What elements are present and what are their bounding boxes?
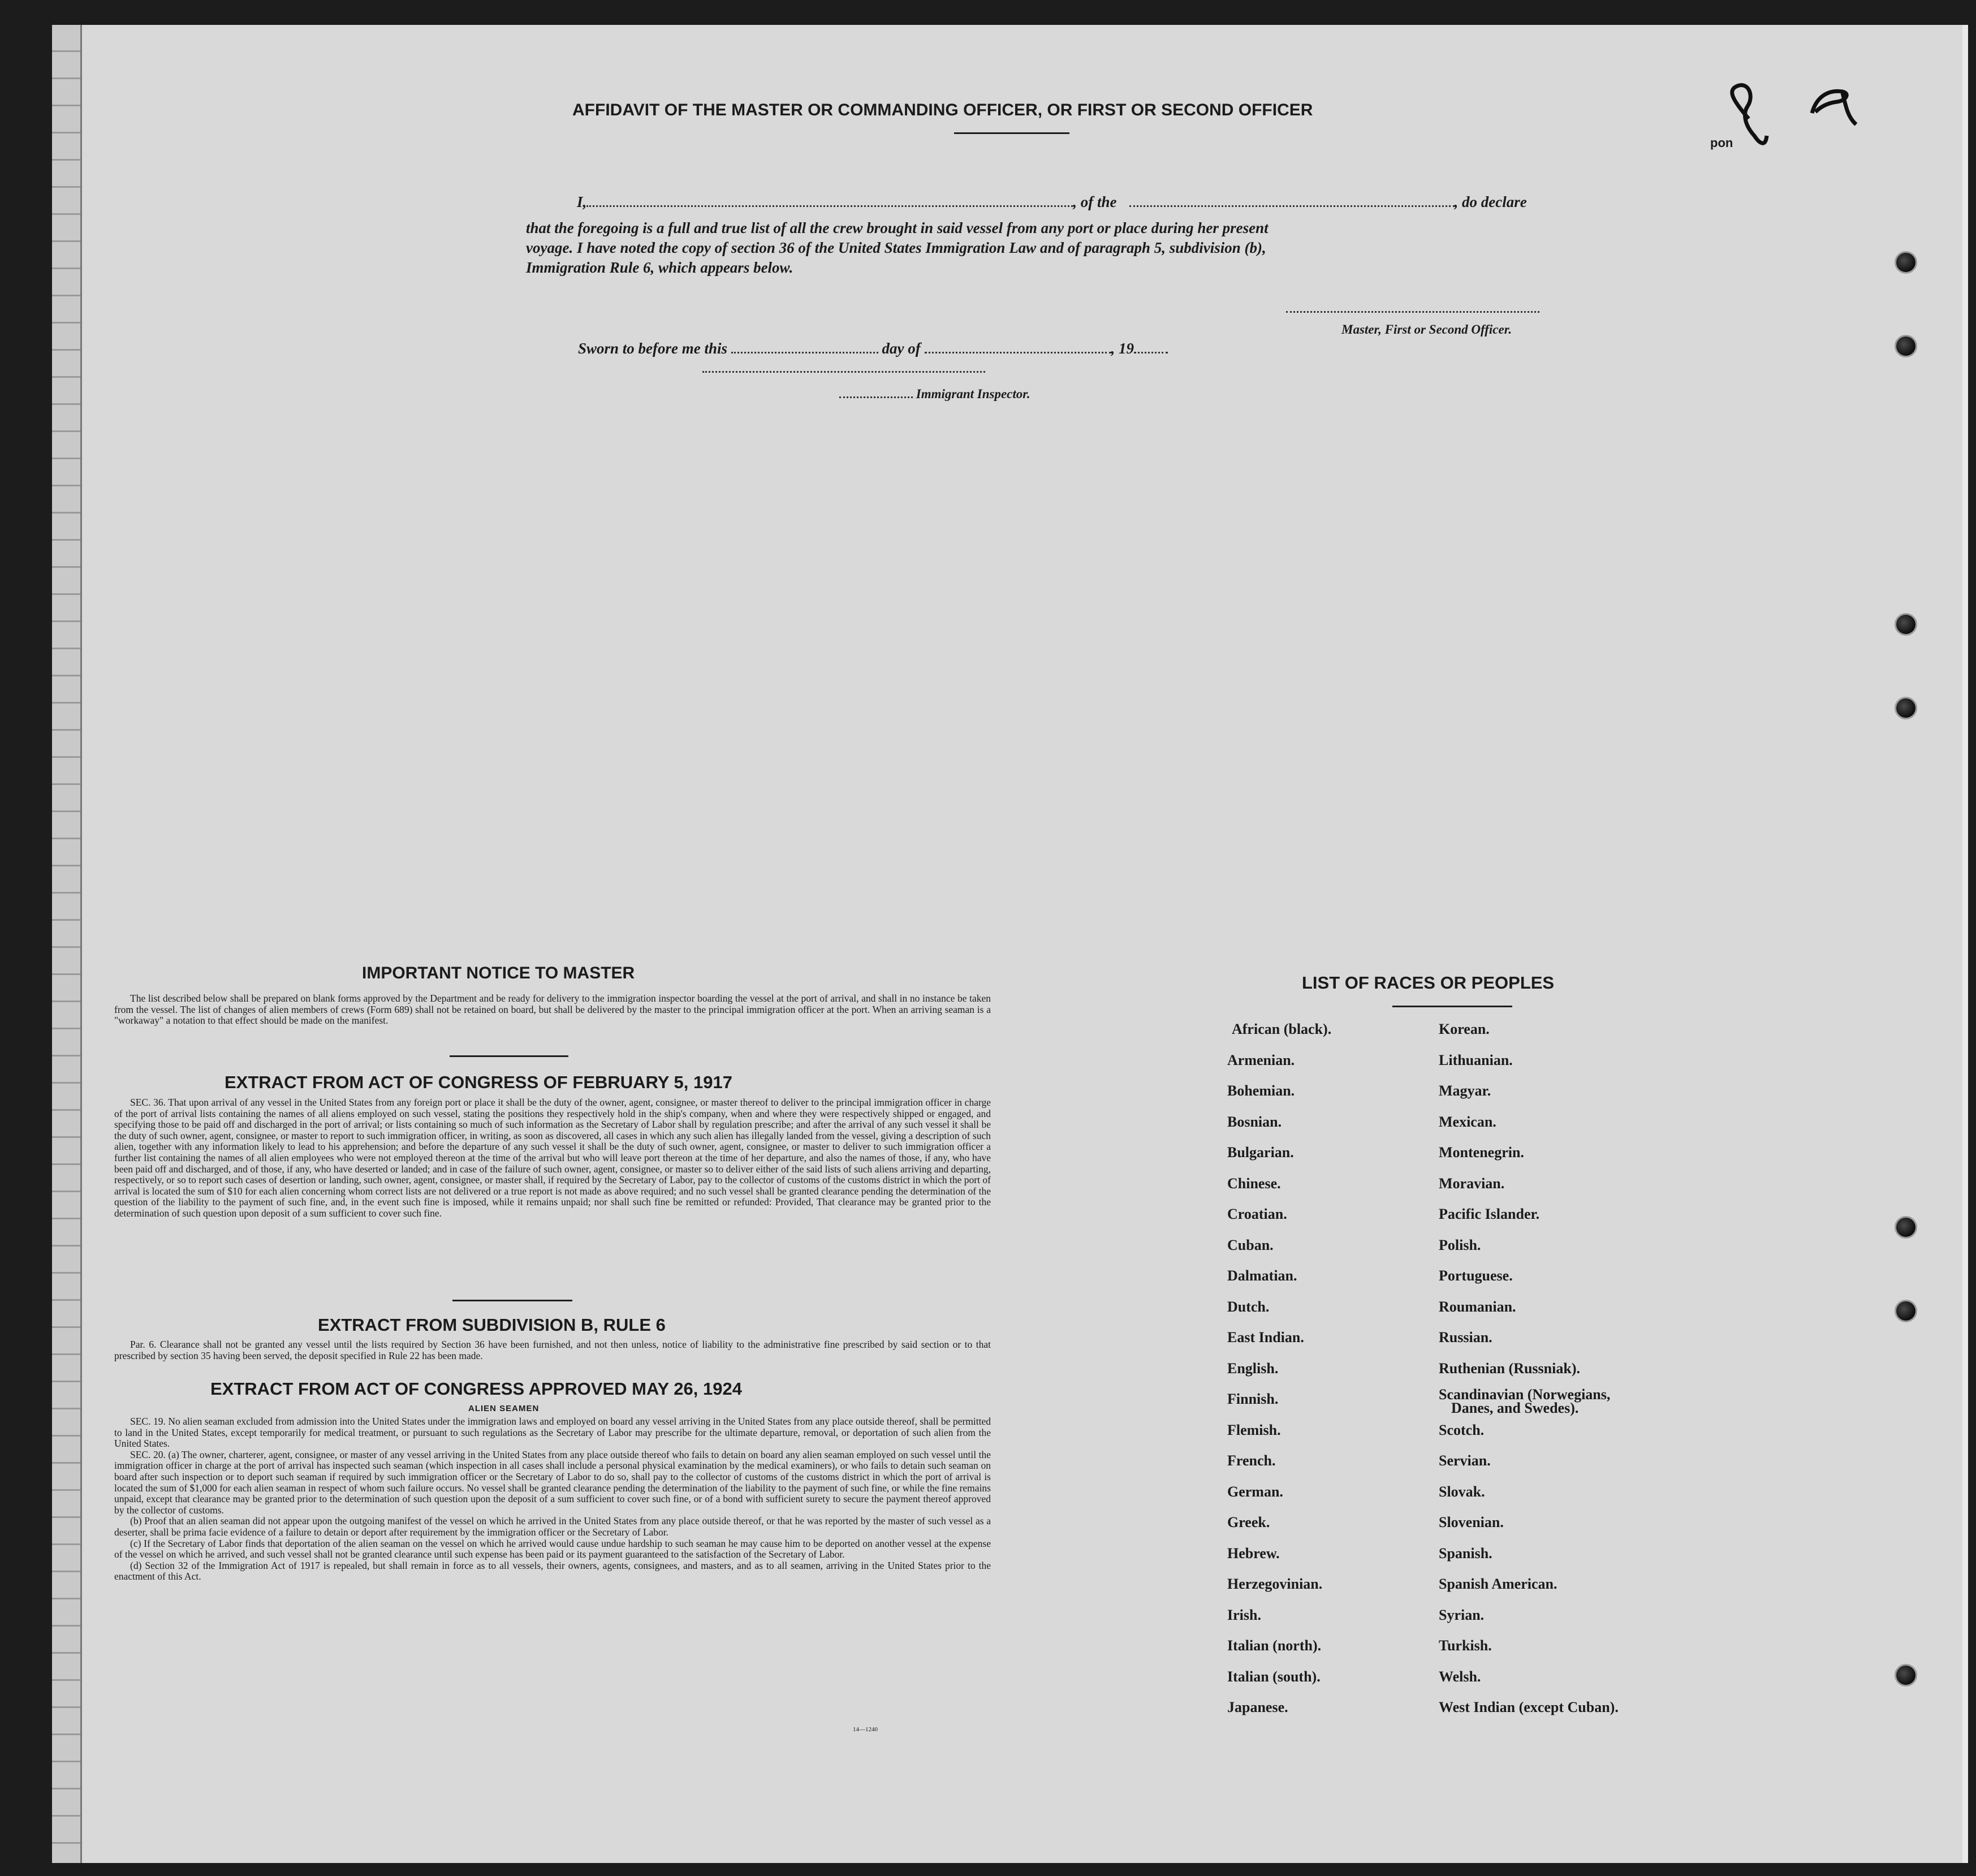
inspector-dots: [839, 396, 913, 398]
handwritten-mark: [1681, 79, 1862, 153]
affidavit-i-label: I,: [577, 193, 587, 210]
race-item: Montenegrin.: [1439, 1144, 1524, 1161]
affidavit-line-1: [577, 193, 1527, 211]
race-item: Greek.: [1227, 1514, 1270, 1530]
sworn-line: [578, 340, 1168, 357]
race-item: Lithuanian.: [1439, 1051, 1513, 1068]
race-item: Welsh.: [1439, 1668, 1481, 1685]
race-item: African (black).: [1232, 1021, 1332, 1037]
race-item: Scandinavian (Norwegians,: [1439, 1386, 1611, 1403]
notice-paragraph: The list described below shall be prepared on blank forms approved by the Department and be ready for delivery to the immigration inspector boarding the vessel at the port of arrival, and shall in no instance be taken from the vessel. The list of changes of alien members of crews (Form 689) shall not be retained on board, but shall be delivered by the master to the principal immigration officer at the port. When an arriving seaman is a "workaway" a notation to that effect should be made on the manifest.: [114, 993, 991, 1027]
race-item: Finnish.: [1227, 1391, 1279, 1407]
race-item: Turkish.: [1439, 1637, 1492, 1654]
declare-label: , do declare: [1454, 193, 1527, 210]
races-left-column: [1223, 1021, 1426, 1757]
sec-19-paragraph: SEC. 19. No alien seaman excluded from admission into the United States under the immigration laws and employed on board any vessel arriving in the United States from any place outside thereof, shall be permitted to land in the United States, except temporarily for medical treatment, or pursuant to such regulations as the Secretary of Labor may prescribe for the ultimate departure, removal, or deportation of such alien from the United States.: [114, 1416, 991, 1450]
race-item: Servian.: [1439, 1452, 1491, 1469]
punch-hole: [1895, 1216, 1917, 1239]
affidavit-line-3: voyage. I have noted the copy of section 36 of the United States Immigration Law and of paragraph 5, subdivision (b),: [526, 239, 1266, 256]
race-item: Armenian.: [1227, 1051, 1295, 1068]
race-item: Dutch.: [1227, 1298, 1270, 1315]
race-item: Magyar.: [1439, 1083, 1491, 1099]
inspector-line: [839, 387, 1030, 402]
inspector-signature-line: [702, 371, 985, 373]
race-item: Bosnian.: [1227, 1113, 1282, 1130]
extract-1917-title: EXTRACT FROM ACT OF CONGRESS OF FEBRUARY 5, 1917: [225, 1072, 732, 1092]
race-item-continuation: Danes, and Swedes).: [1451, 1400, 1579, 1416]
race-item: Flemish.: [1227, 1421, 1281, 1438]
race-item: Spanish.: [1439, 1545, 1492, 1562]
sworn-label: Sworn to before me this: [578, 340, 728, 357]
extract-1924-title: EXTRACT FROM ACT OF CONGRESS APPROVED MAY 26, 1924: [210, 1379, 742, 1399]
race-item: Dalmatian.: [1227, 1267, 1297, 1284]
of-the-label: , of the: [1073, 193, 1117, 210]
race-item: Croatian.: [1227, 1206, 1287, 1222]
race-item: German.: [1227, 1483, 1283, 1500]
day-of-label: day of: [882, 340, 921, 357]
master-caption: Master, First or Second Officer.: [1341, 322, 1512, 337]
race-item: Scotch.: [1439, 1421, 1485, 1438]
extract-rule6-title: EXTRACT FROM SUBDIVISION B, RULE 6: [318, 1315, 666, 1335]
races-title: LIST OF RACES OR PEOPLES: [1302, 973, 1555, 993]
race-item: Hebrew.: [1227, 1545, 1280, 1562]
affidavit-line-4: Immigration Rule 6, which appears below.: [526, 259, 793, 276]
punch-hole: [1895, 1300, 1917, 1322]
race-item: Bohemian.: [1227, 1083, 1295, 1099]
race-item: Bulgarian.: [1227, 1144, 1294, 1161]
race-item: Russian.: [1439, 1329, 1492, 1345]
alien-seamen-subtitle: ALIEN SEAMEN: [468, 1404, 540, 1413]
sec-20a-paragraph: SEC. 20. (a) The owner, charterer, agent, consignee, or master of any vessel arriving in the United States from any place outside thereof who fails to detain on board any alien seaman employed on such vessel until the immigration officer in charge at the port of arrival has inspected such seaman (which inspection in all cases shall include a personal physical examination by the medical examiners), or who fails to detain such seaman on board after such inspection or to deport such seaman if required by such immigration officer or the Secretary of Labor to do so, shall pay to the collector of customs of the customs district in which the port of arrival is located the sum of $1,000 for each alien seaman in respect of whom such failure occurs. No vessel shall be granted clearance pending the determination of the liability to the payment of such fine, or while the fine remains unpaid, except that clearance may be granted prior to the determination of such question upon the deposit of a sum sufficient to cover such fine, or of a bond with sufficient surety to secure the payment thereof approved by the collector of customs.: [114, 1448, 991, 1516]
race-item: East Indian.: [1227, 1329, 1304, 1345]
race-item: Japanese.: [1227, 1699, 1288, 1715]
punch-hole: [1895, 1664, 1917, 1687]
race-item: Portuguese.: [1439, 1267, 1513, 1284]
sec-20d-paragraph: (d) Section 32 of the Immigration Act of 1917 is repealed, but shall remain in force as to all vessels, their owners, agents, consignees, and masters, and as to all seamen, arriving in the United States prior to the enactment of this Act.: [114, 1559, 991, 1582]
race-item: Irish.: [1227, 1606, 1261, 1623]
punch-hole: [1895, 697, 1917, 719]
year-label: , 19: [1111, 340, 1134, 357]
par-6-paragraph: Par. 6. Clearance shall not be granted any vessel until the lists required by Section 36 have been furnished, and not then unless, notice of liability to the administrative fine prescribed by said section or to that prescribed by section 35 having been served, the deposit specified in Rule 22 has been made.: [114, 1339, 991, 1361]
race-item: Slovenian.: [1439, 1514, 1504, 1530]
race-item: Roumanian.: [1439, 1298, 1516, 1315]
master-signature-line: [1286, 311, 1539, 313]
divider: [954, 132, 1069, 134]
sec-20c-paragraph: (c) If the Secretary of Labor finds that deportation of the alien seaman on the vessel on which he arrived would cause undue hardship to such seaman he may cause him to be deported on another vessel at the expense of the vessel on which he arrived, and such vessel shall not be granted clearance until such expense has been paid or its payment guaranteed to the satisfaction of the Secretary of Labor.: [114, 1537, 991, 1560]
form-number: 14—1240: [853, 1726, 878, 1733]
binding-edge: [52, 25, 82, 1863]
punch-hole: [1895, 335, 1917, 357]
extract-rule6-body: [114, 1339, 991, 1361]
affidavit-title: AFFIDAVIT OF THE MASTER OR COMMANDING OFFICER, OR FIRST OR SECOND OFFICER: [572, 101, 1313, 119]
document-page: [52, 25, 1968, 1863]
race-item: Herzegovinian.: [1227, 1576, 1323, 1592]
race-item: Cuban.: [1227, 1236, 1274, 1253]
race-item: West Indian (except Cuban).: [1439, 1699, 1619, 1715]
section-36-paragraph: SEC. 36. That upon arrival of any vessel in the United States from any foreign port or place it shall be the duty of the owner, agent, consignee, or master thereof to deliver to the principal immigration officer in charge of the port of arrival lists containing the names of all aliens employed on such vessel, stating the positions they respectively hold in the ship's company, when and where they were respectively shipped or engaged, and specifying those to be paid off and discharged in the port of arrival; or lists containing so much of such information as the Secretary of Labor shall by regulation prescribe; and after the arrival of any such vessel it shall be the duty of such owner, agent, consignee, or master to report to such immigration officer, in writing, as soon as discovered, all cases in which any such alien has illegally landed from the vessel, giving a description of such alien, together with any information likely to lead to his apprehension; and before the departure of any such vessel it shall be the duty of such owner, agent, consignee, or master to deliver to such immigration officer a further list containing the names of all alien employees who were not employed thereon at the time of the arrival but who will leave port thereon at the time of her departure, and also the names of those, if any, who have been paid off and discharged, and of those, if any, who have deserted or landed; and in case of the failure of such owner, agent, consignee, or master so to deliver either of the said lists of such aliens arriving and departing, respectively, or so to report such cases of desertion or landing, such owner, agent, consignee, or master shall, if required by the Secretary of Labor, pay to the collector of customs of the customs district in which the port of arrival is located the sum of $10 for each alien concerning whom correct lists are not delivered or a true report is not made as above required; and no such vessel shall be granted clearance pending the determination of the question of the liability to the payment of such fine, and, in the event such fine is imposed, while it remains unpaid; nor shall such fine be remitted or refunded: Provided, That clearance may be granted prior to the determination of such question upon deposit of a sum sufficient to cover such fine.: [114, 1097, 991, 1219]
race-item: Italian (north).: [1227, 1637, 1322, 1654]
race-item: Moravian.: [1439, 1175, 1505, 1192]
race-item: English.: [1227, 1360, 1279, 1377]
race-item: Pacific Islander.: [1439, 1206, 1540, 1222]
vessel-blank: [1129, 205, 1455, 207]
race-item: Korean.: [1439, 1021, 1490, 1037]
race-item: French.: [1227, 1452, 1276, 1469]
affidavit-line-2: that the foregoing is a full and true list of all the crew brought in said vessel from any port or place during her present: [526, 219, 1269, 236]
punch-hole: [1895, 251, 1917, 274]
year-blank: [1134, 352, 1168, 353]
divider: [450, 1055, 568, 1057]
extract-1917-body: [114, 1097, 991, 1219]
divider: [452, 1300, 572, 1301]
punch-hole: [1895, 613, 1917, 636]
month-blank: [925, 352, 1111, 353]
race-item: Ruthenian (Russniak).: [1439, 1360, 1580, 1377]
race-item: Syrian.: [1439, 1606, 1485, 1623]
notice-body: [114, 993, 991, 1027]
race-item: Slovak.: [1439, 1483, 1485, 1500]
race-item: Chinese.: [1227, 1175, 1281, 1192]
inspector-caption: Immigrant Inspector.: [916, 387, 1030, 401]
divider: [1392, 1006, 1512, 1007]
name-blank: [586, 205, 1073, 207]
race-item: Polish.: [1439, 1236, 1481, 1253]
corner-mark-text: pon: [1710, 136, 1733, 150]
extract-1924-body: [114, 1416, 991, 1582]
notice-title: IMPORTANT NOTICE TO MASTER: [362, 964, 635, 982]
race-item: Mexican.: [1439, 1113, 1496, 1130]
race-item: Italian (south).: [1227, 1668, 1321, 1685]
race-item: Spanish American.: [1439, 1576, 1557, 1592]
races-right-column: [1439, 1021, 1676, 1757]
day-blank: [731, 352, 878, 353]
sec-20b-paragraph: (b) Proof that an alien seaman did not appear upon the outgoing manifest of the vessel on which he arrived in the United States from any place outside thereof, or that he was reported by the master of such vessel as a deserter, shall be prima facie evidence of a failure to detain or deport after requirement by the immigration officer or the Secretary of Labor.: [114, 1515, 991, 1538]
